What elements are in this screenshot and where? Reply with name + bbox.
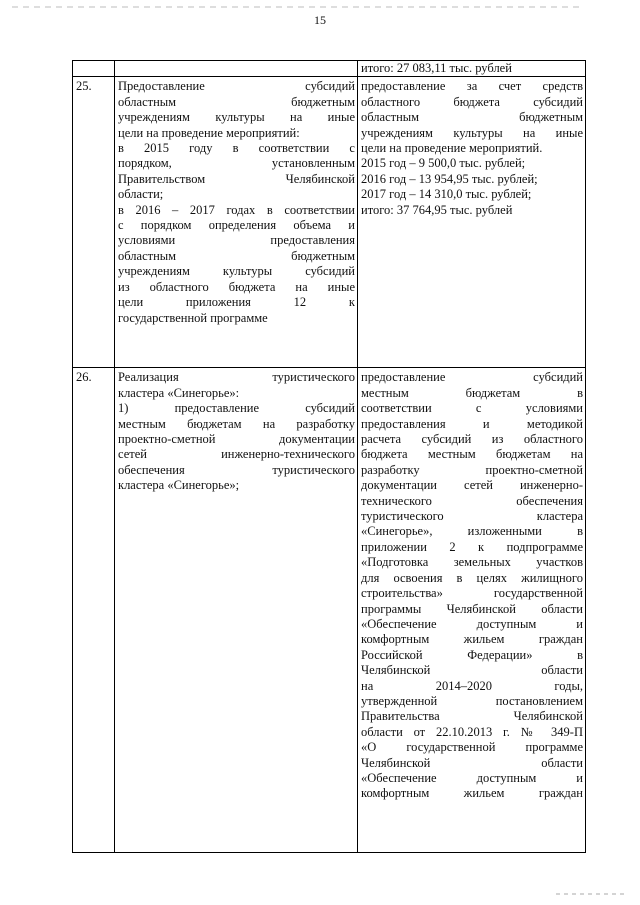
text-line: для освоения в целях жилищного: [361, 570, 583, 585]
text-line: области;: [118, 187, 164, 202]
text-line: предоставления и методикой: [361, 416, 583, 431]
text-line: цели приложения 12 к: [118, 295, 355, 310]
funding-cell: [358, 368, 586, 853]
text-line: документации сетей инженерно-: [361, 478, 583, 493]
text-line: областным бюджетным: [118, 248, 355, 263]
text-line: 1) предоставление субсидий: [118, 401, 355, 416]
text-line: Реализация туристического: [118, 370, 355, 385]
text-line: предоставление за счет средств: [361, 79, 583, 94]
text-line: «О государственной программе: [361, 740, 583, 755]
text-line: обеспечения туристического: [118, 462, 355, 477]
text-line: «Обеспечение доступным и: [361, 770, 583, 785]
text-line: цели на проведение мероприятий.: [361, 141, 543, 156]
text-line: цели на проведение мероприятий:: [118, 125, 300, 140]
text-line: 2017 год – 14 310,0 тыс. рублей;: [361, 187, 532, 202]
scan-header-artifact: [12, 6, 580, 8]
text-line: расчета субсидий из областного: [361, 432, 583, 447]
measure-cell: [115, 77, 358, 368]
text-line: государственной программе: [118, 310, 268, 325]
funding-total-cell: итого: 27 083,11 тыс. рублей: [358, 61, 586, 77]
text-line: «Обеспечение доступным и: [361, 616, 583, 631]
text-line: Челябинской области: [361, 663, 583, 678]
text-line: областным бюджетным: [361, 110, 583, 125]
text-line: строительства» государственной: [361, 586, 583, 601]
text-line: 2016 год – 13 954,95 тыс. рублей;: [361, 171, 538, 186]
text-line: учреждениям культуры на иные: [361, 125, 583, 140]
text-line: с порядком определения объема и: [118, 218, 355, 233]
text-line: бюджета местным бюджетам на: [361, 447, 583, 462]
scan-footer-artifact: [556, 893, 626, 895]
text-line: итого: 37 764,95 тыс. рублей: [361, 202, 513, 217]
measure-cell: [115, 368, 358, 853]
text-line: Предоставление субсидий: [118, 79, 355, 94]
funding-cell: [358, 77, 586, 368]
text-line: комфортным жильем граждан: [361, 786, 583, 801]
text-line: соответствии с условиями: [361, 401, 583, 416]
text-line: «Синегорье», изложенными в: [361, 524, 583, 539]
text-line: в 2016 – 2017 годах в соответствии: [118, 202, 355, 217]
measure-cell: [115, 61, 358, 77]
text-line: утвержденной постановлением: [361, 693, 583, 708]
text-line: из областного бюджета на иные: [118, 279, 355, 294]
text-line: в 2015 году в соответствии с: [118, 141, 355, 156]
text-line: сетей инженерно-технического: [118, 447, 355, 462]
text-line: на 2014–2020 годы,: [361, 678, 583, 693]
text-line: области от 22.10.2013 г. № 349-П: [361, 724, 583, 739]
row-number-cell: 26.: [73, 368, 115, 853]
table-body: [73, 61, 586, 853]
text-line: технического обеспечения: [361, 493, 583, 508]
text-line: Правительством Челябинской: [118, 171, 355, 186]
text-line: областного бюджета субсидий: [361, 94, 583, 109]
text-line: программы Челябинской области: [361, 601, 583, 616]
measures-table: [72, 60, 586, 853]
text-line: учреждениям культуры субсидий: [118, 264, 355, 279]
text-line: кластера «Синегорье»;: [118, 478, 240, 493]
text-line: предоставление субсидий: [361, 370, 583, 385]
text-line: туристического кластера: [361, 509, 583, 524]
text-line: комфортным жильем граждан: [361, 632, 583, 647]
table-row-continuation: [73, 61, 586, 77]
text-line: 2015 год – 9 500,0 тыс. рублей;: [361, 156, 526, 171]
text-line: Челябинской области: [361, 755, 583, 770]
row-number-cell: 25.: [73, 77, 115, 368]
page-number: 15: [314, 13, 326, 27]
text-line: проектно-сметной документации: [118, 432, 355, 447]
row-number-cell: [73, 61, 115, 77]
table-row: [73, 368, 586, 853]
text-line: «Подготовка земельных участков: [361, 555, 583, 570]
text-line: учреждениям культуры на иные: [118, 110, 355, 125]
table-row: [73, 77, 586, 368]
text-line: местным бюджетам в: [361, 385, 583, 400]
text-line: условиями предоставления: [118, 233, 355, 248]
text-line: Правительства Челябинской: [361, 709, 583, 724]
text-line: областным бюджетным: [118, 94, 355, 109]
text-line: приложении 2 к подпрограмме: [361, 539, 583, 554]
text-line: разработку проектно-сметной: [361, 462, 583, 477]
text-line: порядком, установленным: [118, 156, 355, 171]
text-line: Российской Федерации» в: [361, 647, 583, 662]
text-line: местным бюджетам на разработку: [118, 416, 355, 431]
text-line: кластера «Синегорье»:: [118, 385, 240, 400]
